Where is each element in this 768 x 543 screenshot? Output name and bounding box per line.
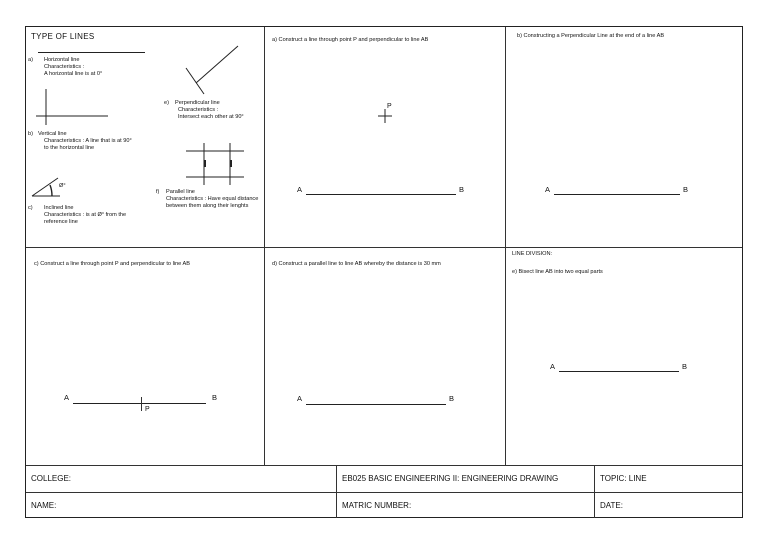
line-division-heading: LINE DIVISION:: [512, 251, 553, 257]
line-end-a: A: [297, 185, 303, 194]
panel-b-title: b) Constructing a Perpendicular Line at the end of a line AB: [517, 33, 665, 39]
course-title: EB025 BASIC ENGINEERING II: ENGINEERING DRAWING: [342, 474, 559, 483]
panel-b: [505, 27, 743, 247]
line-ab: [73, 403, 206, 404]
line-end-a: A: [297, 394, 303, 403]
line-end-b: B: [682, 362, 688, 371]
line-end-b: B: [683, 185, 689, 194]
perpendicular-name: Perpendicular line: [175, 100, 220, 106]
line-end-b: B: [459, 185, 465, 194]
title-block-divider: [26, 492, 742, 493]
parallel-marker: f): [156, 189, 160, 195]
panel-c: [26, 247, 264, 465]
line-end-a: A: [64, 393, 70, 402]
line-ab: [554, 194, 680, 195]
panel-d: [264, 247, 505, 465]
matric-number-field: MATRIC NUMBER:: [342, 501, 412, 510]
perpendicular-marker: e): [164, 100, 169, 106]
point-p-label: P: [387, 103, 392, 110]
vertical-char-text: Characteristics : A line that is at 90° to the horizontal line: [44, 138, 132, 151]
horizontal-name: Horizontal line: [44, 57, 80, 63]
drawing-sheet: [25, 26, 743, 518]
horizontal-char-text: A horizontal line is at 0°: [44, 71, 103, 77]
vertical-marker: b): [28, 131, 33, 137]
perpendicular-char-label: Characteristics :: [178, 107, 219, 113]
line-end-b: B: [212, 393, 218, 402]
horizontal-marker: a): [28, 57, 33, 63]
inclined-marker: c): [28, 205, 33, 211]
line-end-b: B: [449, 394, 455, 403]
college-field: COLLEGE:: [31, 474, 72, 483]
panel-e: [505, 247, 743, 465]
name-field: NAME:: [31, 501, 57, 510]
date-field: DATE:: [600, 501, 623, 510]
point-p-label: P: [145, 406, 150, 413]
panel-e-title: e) Bisect line AB into two equal parts: [512, 269, 603, 275]
parallel-name: Parallel line: [166, 189, 195, 195]
inclined-name: Inclined line: [44, 205, 74, 211]
vertical-name: Vertical line: [38, 131, 67, 137]
title-block-top-border: [26, 465, 742, 466]
point-p-mark: [141, 397, 142, 411]
panel-a: [264, 27, 505, 247]
line-end-a: A: [545, 185, 551, 194]
line-ab: [306, 194, 456, 195]
vertical-line-example: [36, 89, 116, 125]
inclined-angle-label: Ø°: [59, 183, 66, 189]
panel-c-title: c) Construct a line through point P and perpendicular to line AB: [34, 261, 190, 267]
line-end-a: A: [550, 362, 556, 371]
types-of-lines-panel: [26, 27, 264, 247]
types-heading: TYPE OF LINES: [31, 32, 95, 41]
parallel-char-text: Characteristics : Have equal distance between them along their lenghts: [166, 196, 259, 209]
perpendicular-char-text: Intersect each other at 90°: [178, 114, 244, 120]
perpendicular-line-example: [186, 44, 246, 100]
horizontal-line-example: [38, 52, 145, 53]
line-ab: [559, 371, 679, 372]
horizontal-char-label: Characteristics :: [44, 64, 85, 70]
title-block-divider: [336, 465, 337, 518]
topic-field: TOPIC: LINE: [600, 474, 647, 483]
inclined-char-text: Characteristics : is at Ø° from the reference line: [44, 212, 127, 225]
line-ab: [306, 404, 446, 405]
panel-d-title: d) Construct a parallel line to line AB whereby the distance is 30 mm: [272, 261, 441, 267]
panel-a-title: a) Construct a line through point P and perpendicular to line AB: [272, 37, 429, 43]
parallel-line-example: [186, 143, 246, 187]
title-block-divider: [594, 465, 595, 518]
